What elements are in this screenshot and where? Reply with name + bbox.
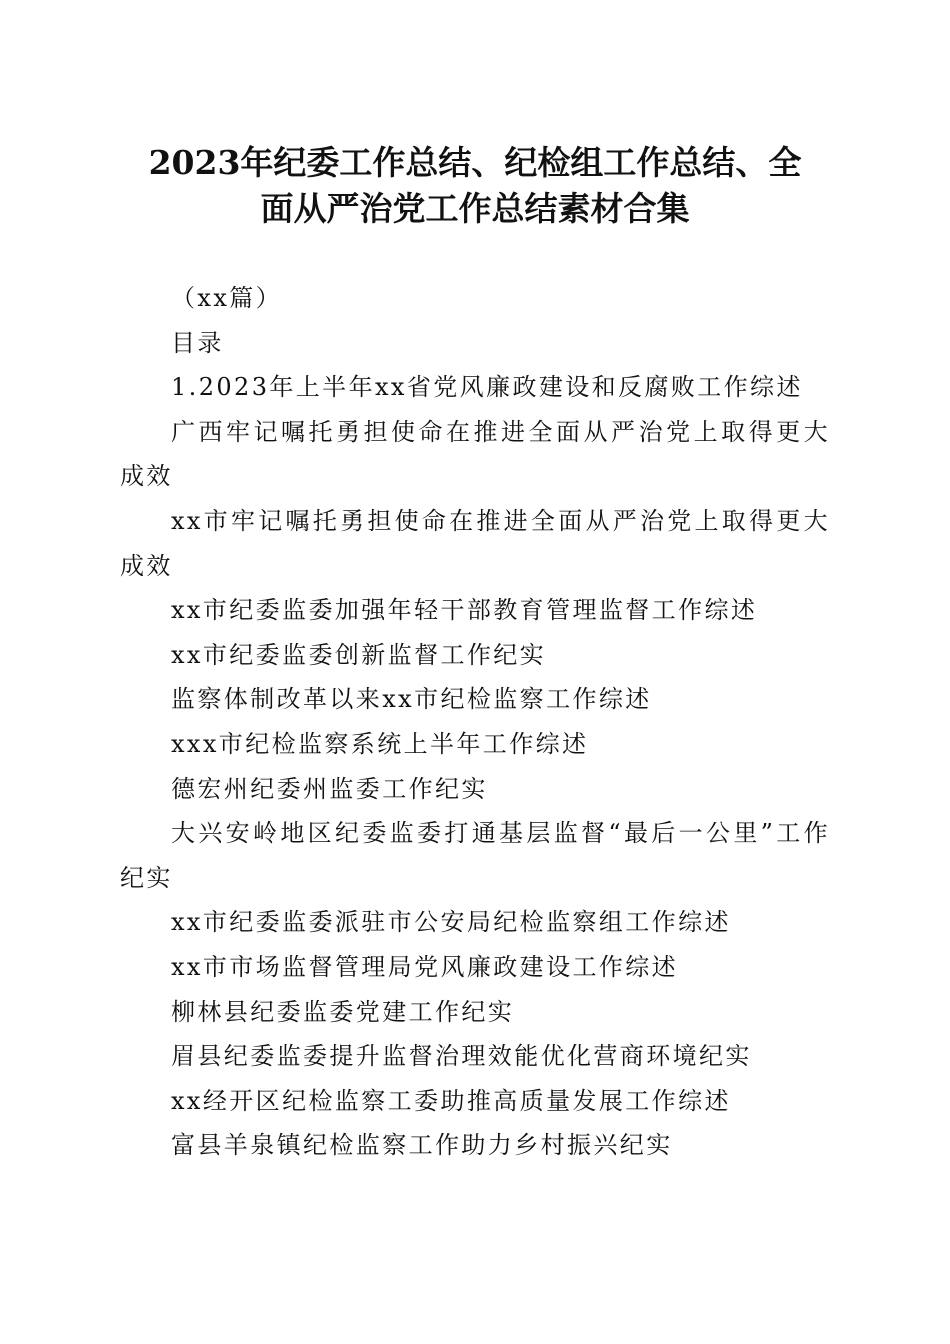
- title-line-1: 2023年纪委工作总结、纪检组工作总结、全: [148, 143, 802, 182]
- toc-item: 1.2023年上半年xx省党风廉政建设和反腐败工作综述: [171, 373, 803, 402]
- title-line-2: 面从严治党工作总结素材合集: [260, 189, 690, 228]
- toc-item: xx市纪委监委派驻市公安局纪检监察组工作综述: [171, 908, 731, 937]
- toc-item: 柳林县纪委监委党建工作纪实: [171, 997, 515, 1026]
- toc-item: 广西牢记嘱托勇担使命在推进全面从严治党上取得更大成效: [120, 417, 830, 491]
- subtitle: （xx篇）: [171, 284, 283, 312]
- toc-item: 大兴安岭地区纪委监委打通基层监督“最后一公里”工作纪实: [120, 819, 830, 892]
- toc-item: xx市纪委监委创新监督工作纪实: [171, 640, 547, 669]
- toc-item: 监察体制改革以来xx市纪检监察工作综述: [171, 685, 652, 714]
- toc-item: 德宏州纪委州监委工作纪实: [171, 774, 488, 803]
- toc-item: xx经开区纪检监察工委助推高质量发展工作综述: [171, 1086, 731, 1115]
- toc-item: xx市市场监督管理局党风廉政建设工作综述: [171, 952, 679, 981]
- toc-item: xx市牢记嘱托勇担使命在推进全面从严治党上取得更大成效: [120, 506, 830, 580]
- toc-heading: 目录: [171, 328, 224, 357]
- toc-item: 富县羊泉镇纪检监察工作助力乡村振兴纪实: [171, 1131, 673, 1160]
- toc-item: xx市纪委监委加强年轻干部教育管理监督工作综述: [171, 596, 758, 625]
- toc-item: 眉县纪委监委提升监督治理效能优化营商环境纪实: [171, 1042, 752, 1071]
- document-body: [120, 276, 830, 1168]
- toc-item: xxx市纪检监察系统上半年工作综述: [171, 729, 589, 758]
- document-title: [120, 140, 830, 232]
